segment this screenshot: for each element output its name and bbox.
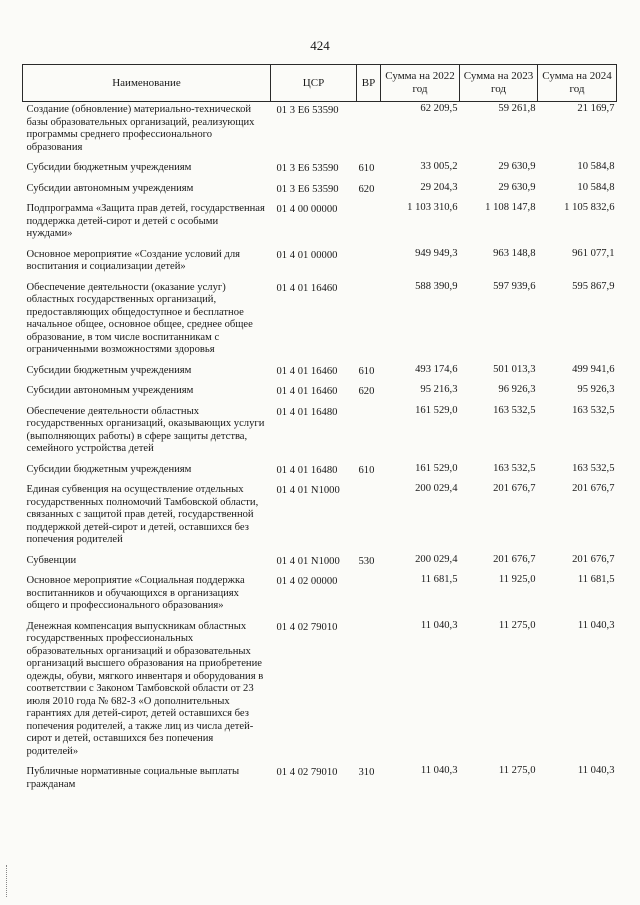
- cell-name: Основное мероприятие «Социальная поддержка воспитанников и обучающихся в организациях общего и профессионального образования»: [26, 575, 245, 611]
- cell-sum-2024: 201 676,7: [572, 553, 615, 565]
- cell-csr: 01 3 Е6 53590: [276, 105, 339, 116]
- cell-sum-2023: 201 676,7: [493, 553, 536, 565]
- table-row: [23, 764, 617, 797]
- header-sum-2023: Сумма на 2023 год: [460, 65, 538, 102]
- cell-sum-2023: 11 925,0: [498, 574, 536, 585]
- header-csr: ЦСР: [271, 65, 357, 102]
- header-name: Наименование: [23, 65, 271, 102]
- cell-name: Субсидии бюджетным учреждениям: [26, 463, 192, 475]
- cell-sum-2023: 59 261,8: [498, 103, 536, 114]
- cell-name: Обеспечение деятельности областных государственных организаций, оказывающих услуги (выполняющих работы) в сфере защиты детства, семейного устройства детей: [26, 405, 265, 454]
- table-header: [23, 65, 617, 102]
- cell-sum-2023: 501 013,3: [493, 363, 536, 375]
- table-body: [23, 102, 617, 798]
- cell-csr: 01 4 01 16480: [276, 406, 338, 418]
- table-row: [23, 404, 617, 462]
- cell-name: Публичные нормативные социальные выплаты гражданам: [26, 766, 240, 790]
- cell-name: Субсидии бюджетным учреждениям: [26, 364, 192, 376]
- cell-sum-2023: 96 926,3: [498, 384, 536, 395]
- cell-sum-2023: 963 148,8: [493, 247, 536, 259]
- cell-vr: 620: [358, 386, 375, 397]
- cell-sum-2024: 10 584,8: [577, 181, 615, 193]
- cell-sum-2024: 1 105 832,6: [564, 202, 615, 213]
- cell-sum-2023: 163 532,5: [493, 404, 536, 416]
- margin-mark: [6, 865, 8, 897]
- cell-sum-2024: 499 941,6: [572, 363, 615, 375]
- cell-vr: 610: [358, 163, 375, 174]
- cell-sum-2022: 11 040,3: [420, 765, 458, 776]
- cell-vr: 530: [358, 555, 375, 567]
- cell-csr: 01 3 Е6 53590: [276, 163, 339, 174]
- cell-name: Субвенции: [26, 554, 77, 566]
- table-row: [23, 462, 617, 483]
- cell-csr: 01 4 01 00000: [276, 249, 338, 261]
- cell-vr: 310: [358, 767, 375, 778]
- cell-sum-2024: 10 584,8: [577, 161, 615, 172]
- table-row: [23, 160, 617, 181]
- cell-sum-2022: 33 005,2: [420, 161, 458, 172]
- cell-sum-2022: 11 681,5: [420, 574, 458, 585]
- cell-vr: [357, 404, 381, 462]
- cell-sum-2023: 11 275,0: [498, 619, 536, 631]
- cell-sum-2022: 161 529,0: [415, 462, 458, 474]
- cell-csr: 01 4 01 16460: [276, 282, 338, 294]
- cell-sum-2024: 961 077,1: [572, 247, 615, 259]
- cell-sum-2022: 949 949,3: [415, 247, 458, 259]
- cell-name: Денежная компенсация выпускникам областных государственных профессиональных образовательных организаций и образовательных организаций высшего образования на приобретение одежды, обуви, мягкого инвентаря и оборудования в соответствии с Законом Тамбовской области от 23 июля 2010 года № 682-З «О дополнительных гарантиях для детей-сирот, детей оставшихся без попечения родителей, а также лиц из числа детей-сирот и детей, оставшихся без попечения родителей»: [26, 620, 264, 757]
- cell-sum-2024: 11 681,5: [577, 574, 615, 585]
- cell-sum-2024: 11 040,3: [577, 765, 615, 776]
- cell-csr: 01 4 01 16480: [276, 464, 338, 476]
- table-row: [23, 247, 617, 280]
- cell-vr: [357, 482, 381, 553]
- cell-vr: 620: [358, 183, 375, 195]
- table-row: [23, 383, 617, 404]
- cell-sum-2024: 95 926,3: [577, 384, 615, 395]
- cell-sum-2024: 11 040,3: [577, 619, 615, 631]
- cell-sum-2022: 161 529,0: [415, 404, 458, 416]
- cell-sum-2024: 595 867,9: [572, 280, 615, 292]
- cell-sum-2022: 588 390,9: [415, 280, 458, 292]
- cell-vr: [357, 201, 381, 247]
- cell-csr: 01 4 02 79010: [276, 767, 338, 778]
- cell-vr: 610: [358, 464, 375, 476]
- cell-sum-2023: 11 275,0: [498, 765, 536, 776]
- cell-csr: 01 4 02 00000: [276, 576, 338, 587]
- cell-name: Обеспечение деятельности (оказание услуг) областных государственных организаций, предоставляющих общедоступное и бесплатное начальное общее, основное общее, среднее общее образование, в том числе воспитанникам с ограниченными возможностями здоровья: [26, 281, 253, 355]
- cell-sum-2022: 200 029,4: [415, 553, 458, 565]
- table-row: [23, 102, 617, 161]
- table-row: [23, 573, 617, 619]
- header-vr: ВР: [357, 65, 381, 102]
- cell-sum-2024: 201 676,7: [572, 483, 615, 494]
- cell-csr: 01 4 01 N1000: [276, 485, 340, 496]
- table-row: [23, 280, 617, 363]
- cell-sum-2023: 29 630,9: [498, 181, 536, 193]
- cell-name: Субсидии автономным учреждениям: [26, 182, 194, 194]
- table-row: [23, 201, 617, 247]
- cell-csr: 01 4 01 16460: [276, 365, 338, 377]
- cell-sum-2023: 597 939,6: [493, 280, 536, 292]
- cell-csr: 01 4 01 N1000: [276, 555, 340, 567]
- cell-vr: [357, 619, 381, 765]
- cell-sum-2022: 493 174,6: [415, 363, 458, 375]
- cell-vr: [357, 280, 381, 363]
- budget-table: [22, 64, 617, 797]
- cell-vr: [357, 573, 381, 619]
- cell-vr: [357, 247, 381, 280]
- cell-name: Субсидии автономным учреждениям: [26, 385, 194, 396]
- cell-sum-2022: 95 216,3: [420, 384, 458, 395]
- cell-sum-2023: 1 108 147,8: [485, 202, 536, 213]
- table-row: [23, 181, 617, 202]
- cell-sum-2022: 1 103 310,6: [407, 202, 458, 213]
- cell-name: Единая субвенция на осуществление отдельных государственных полномочий Тамбовской области, связанных с защитой прав детей, государственной поддержкой детей-сирот и детей, оставшихся без попечения родителей: [26, 484, 259, 545]
- cell-sum-2022: 200 029,4: [415, 483, 458, 494]
- cell-name: Подпрограмма «Защита прав детей, государственная поддержка детей-сирот и детей с особыми нуждами»: [26, 203, 265, 239]
- table-row: [23, 482, 617, 553]
- cell-name: Создание (обновление) материально-технической базы образовательных организаций, реализующих программы среднего профессионального образования: [26, 104, 255, 153]
- cell-sum-2022: 62 209,5: [420, 103, 458, 114]
- header-sum-2022: Сумма на 2022 год: [381, 65, 460, 102]
- cell-sum-2022: 11 040,3: [420, 619, 458, 631]
- cell-sum-2024: 21 169,7: [577, 103, 615, 114]
- table-row: [23, 363, 617, 384]
- cell-csr: 01 4 00 00000: [276, 204, 338, 215]
- cell-name: Основное мероприятие «Создание условий для воспитания и социализации детей»: [26, 248, 240, 272]
- table-row: [23, 619, 617, 765]
- cell-csr: 01 3 Е6 53590: [276, 183, 339, 195]
- cell-sum-2024: 163 532,5: [572, 404, 615, 416]
- cell-vr: [357, 102, 381, 161]
- cell-name: Субсидии бюджетным учреждениям: [26, 162, 192, 173]
- cell-sum-2023: 201 676,7: [493, 483, 536, 494]
- cell-sum-2022: 29 204,3: [420, 181, 458, 193]
- cell-sum-2023: 163 532,5: [493, 462, 536, 474]
- page-number: 424: [310, 38, 330, 53]
- header-sum-2024: Сумма на 2024 год: [538, 65, 617, 102]
- cell-vr: 610: [358, 365, 375, 377]
- table-row: [23, 553, 617, 574]
- cell-csr: 01 4 01 16460: [276, 386, 338, 397]
- cell-csr: 01 4 02 79010: [276, 621, 338, 633]
- cell-sum-2024: 163 532,5: [572, 462, 615, 474]
- cell-sum-2023: 29 630,9: [498, 161, 536, 172]
